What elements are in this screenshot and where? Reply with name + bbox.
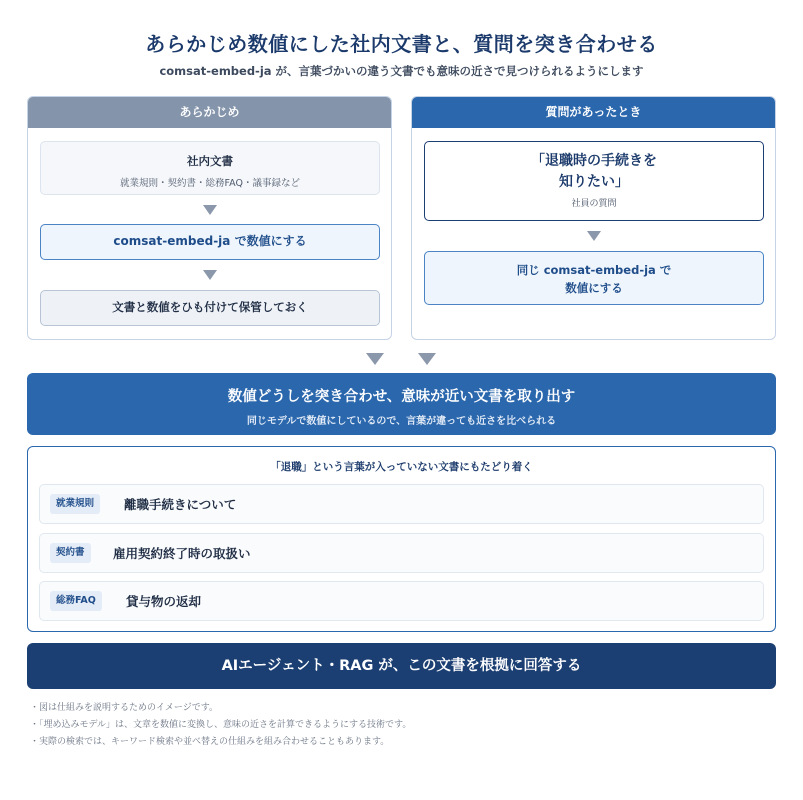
- embed-question-line-2: 数値にする: [565, 281, 623, 295]
- employee-question-line-1: 「退職時の手続きを: [531, 153, 657, 169]
- result-source-tag: 就業規則: [50, 494, 100, 514]
- result-title: 貸与物の返却: [126, 594, 202, 609]
- down-arrow-icon: [418, 353, 436, 365]
- search-results-panel: [27, 446, 776, 632]
- page-title: あらかじめ数値にした社内文書と、質問を突き合わせる: [145, 32, 658, 56]
- answer-step: AIエージェント・RAG が、この文書を根拠に回答する: [27, 643, 776, 689]
- employee-question-line-2: 知りたい」: [559, 174, 629, 190]
- matching-caption: 同じモデルで数値にしているので、言葉が違っても近さを比べられる: [246, 416, 557, 427]
- result-title: 離職手続きについて: [124, 497, 237, 512]
- footnote: ・実際の検索では、キーワード検索や並べ替えの仕組みを組み合わせることもあります。: [30, 737, 390, 747]
- footnote: ・「埋め込みモデル」は、文章を数値に変換し、意味の近さを計算できるようにする技術です。: [30, 720, 412, 730]
- employee-question-caption: 社員の質問: [571, 199, 617, 209]
- embed-documents-step: comsat-embed-ja で数値にする: [40, 224, 380, 260]
- result-title: 雇用契約終了時の取扱い: [113, 546, 251, 561]
- preparation-panel-heading: あらかじめ: [28, 97, 391, 128]
- footnotes: [30, 700, 770, 751]
- employee-question-box: [424, 141, 764, 221]
- query-panel-heading: 質問があったとき: [412, 97, 775, 128]
- result-source-tag: 契約書: [50, 543, 91, 563]
- matching-step: [27, 373, 776, 435]
- result-item: [39, 484, 764, 524]
- page-subtitle: comsat-embed-ja が、言葉づかいの違う文書でも意味の近さで見つけられるようにします: [159, 64, 644, 78]
- result-item: [39, 581, 764, 621]
- employee-question-text: [425, 151, 763, 193]
- embed-question-line-1: 同じ comsat-embed-ja で: [516, 263, 672, 277]
- internal-documents-examples: 就業規則・契約書・総務FAQ・議事録など: [120, 178, 300, 189]
- down-arrow-icon: [587, 231, 601, 241]
- preparation-panel: [27, 96, 392, 340]
- internal-documents-title: 社内文書: [187, 154, 233, 168]
- embed-question-step: [424, 251, 764, 305]
- down-arrow-icon: [366, 353, 384, 365]
- result-source-tag: 総務FAQ: [50, 591, 102, 611]
- query-panel: [411, 96, 776, 340]
- footnote: ・図は仕組みを説明するためのイメージです。: [30, 703, 219, 713]
- store-vectors-step: 文書と数値をひも付けて保管しておく: [40, 290, 380, 326]
- result-item: [39, 533, 764, 573]
- internal-documents-box: [40, 141, 380, 195]
- down-arrow-icon: [203, 270, 217, 280]
- matching-title: 数値どうしを突き合わせ、意味が近い文書を取り出す: [227, 389, 576, 405]
- search-results-heading: 「退職」という言葉が入っていない文書にもたどり着く: [270, 461, 533, 473]
- down-arrow-icon: [203, 205, 217, 215]
